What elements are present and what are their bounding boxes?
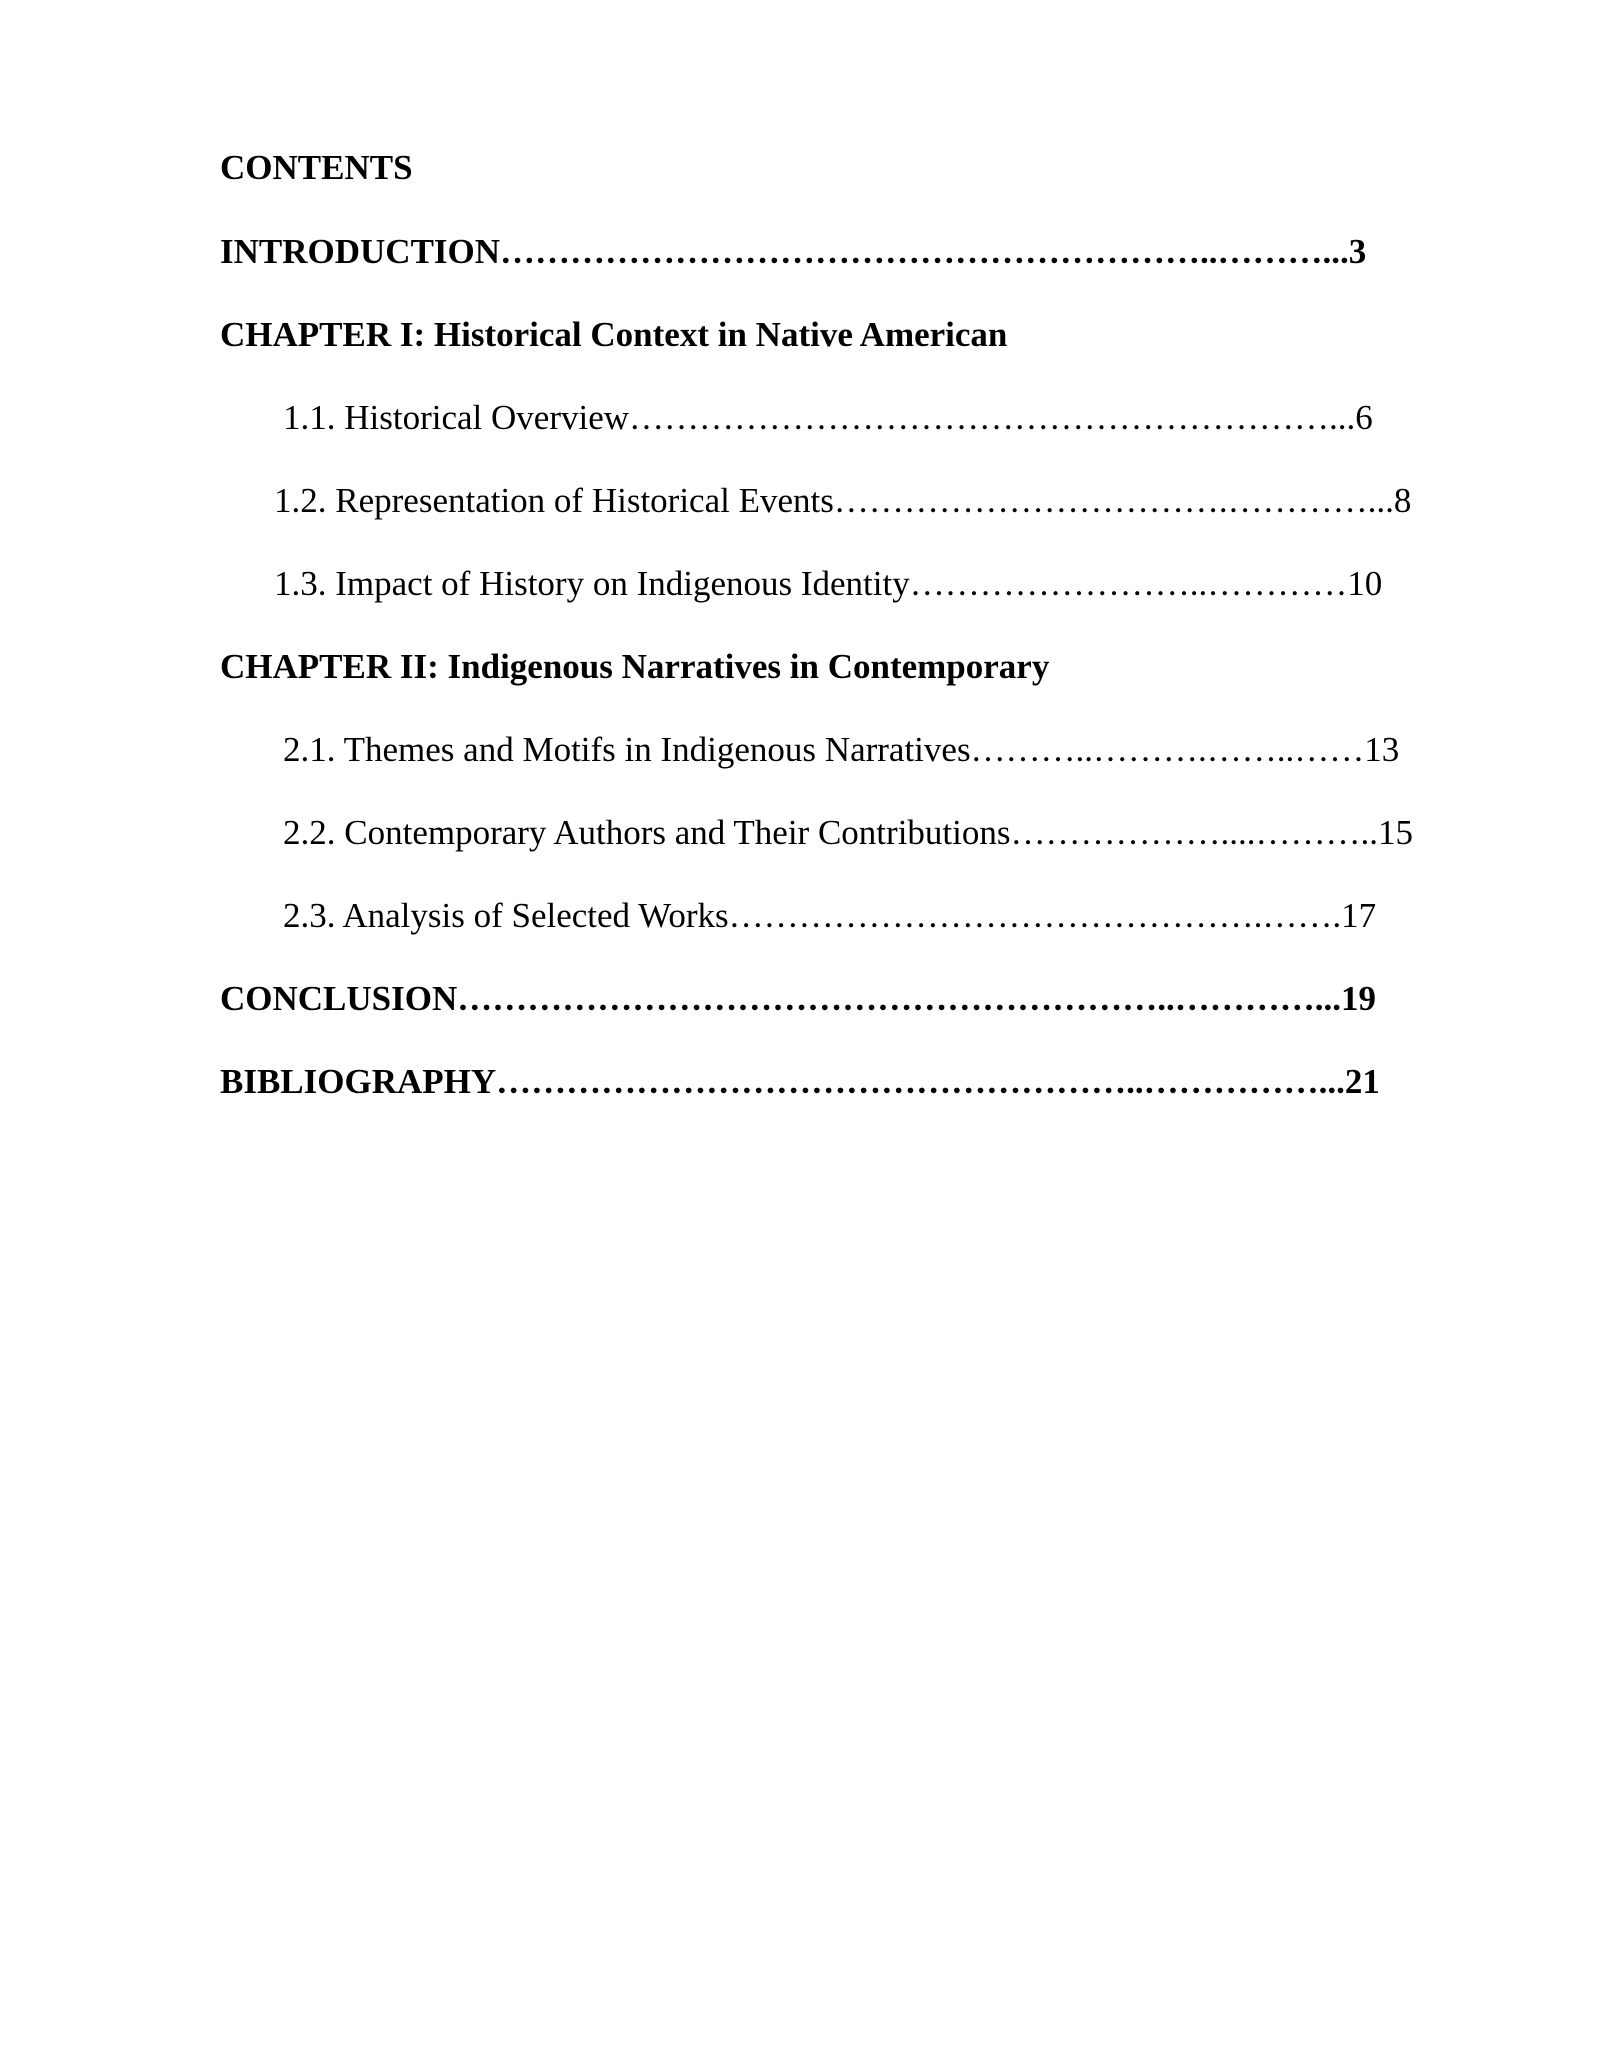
toc-heading: CONTENTS	[220, 148, 413, 187]
toc-entry-1-2: 1.2. Representation of Historical Events…………………………….…………...8	[274, 481, 1412, 520]
toc-chapter-1-title: CHAPTER I: Historical Context in Native American	[220, 315, 1008, 354]
toc-entry-2-3: 2.3. Analysis of Selected Works……………………………………….…….17	[283, 896, 1377, 935]
toc-entry-2-2: 2.2. Contemporary Authors and Their Contributions………………....………..15	[283, 813, 1413, 852]
toc-entry-conclusion: CONCLUSION……………………………………………………..…………...19	[220, 979, 1377, 1018]
toc-entry-2-1: 2.1. Themes and Motifs in Indigenous Narratives………..……….……..……13	[283, 730, 1400, 769]
toc-entry-1-1: 1.1. Historical Overview……………………………………………………...6	[283, 398, 1373, 437]
toc-entry-introduction: INTRODUCTION……………………………………………………..………...3	[220, 232, 1367, 271]
toc-chapter-2-title: CHAPTER II: Indigenous Narratives in Contemporary	[220, 647, 1050, 686]
toc-entry-1-3: 1.3. Impact of History on Indigenous Identity……………………..…………10	[274, 564, 1383, 603]
toc-entry-bibliography: BIBLIOGRAPHY………………………………………………..……………...21	[220, 1062, 1380, 1101]
